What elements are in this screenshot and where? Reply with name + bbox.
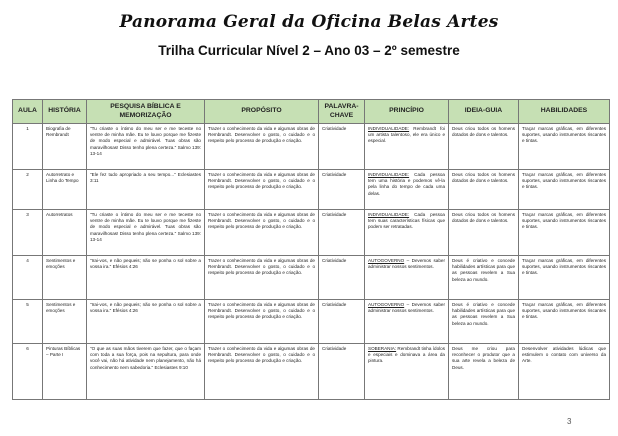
table-header-row [13, 100, 610, 124]
cell-palavra-chave: Criatividade [319, 124, 365, 170]
curriculum-table [12, 99, 610, 400]
column-header-palavra-chave: PALAVRA-CHAVE [319, 100, 365, 124]
principio-text: Rembrandt tinha ídolos e especiais e dominava a área da pintura. [368, 346, 445, 364]
cell-principio [365, 170, 449, 210]
cell-palavra-chave: Criatividade [319, 300, 365, 344]
cell-ideia-guia: Deus criou todos os homens dotados de dons e talentos. [449, 124, 519, 170]
cell-pesquisa: "Irai-vos, e não pequeis; não se ponha o sol sobre a vossa ira." Efésios 4:26 [87, 300, 205, 344]
cell-historia: Sentimentos e emoções [43, 300, 87, 344]
cell-palavra-chave: Criatividade [319, 344, 365, 400]
cell-pesquisa: "O que as suas mãos tiverem que fazer, que o façam com toda a sua força, pois na sepultura, para onde você vai, não há atividade nem planejamento, não há conhecimento nem sabedoria." Eclesiastes 9:10 [87, 344, 205, 400]
cell-aula: 1 [13, 124, 43, 170]
cell-habilidades: Traçar marcas gráficas, em diferentes suportes, usando instrumentos riscantes e tintas. [519, 124, 610, 170]
principio-text: Rembrandt foi um artista talentoso, ele era único e especial. [368, 126, 445, 144]
principio-title: SOBERANIA: [368, 346, 397, 351]
cell-aula: 2 [13, 170, 43, 210]
principio-text: Cada pessoa tem uma história e podemos vê-la pela linha do tempo de cada uma delas. [368, 172, 445, 196]
cell-principio [365, 300, 449, 344]
column-header-pesquisa: PESQUISA BÍBLICA E MEMORIZAÇÃO [87, 100, 205, 124]
column-header-ideia-guia: IDEIA-GUIA [449, 100, 519, 124]
cell-historia: Pinturas Bíblicas – Parte I [43, 344, 87, 400]
cell-pesquisa: "Tu criaste o íntimo do meu ser e me teceste no ventre de minha mãe. Eu te louvo porque me fizeste de modo especial e admirável. Tuas obras são maravilhosas! Disso tenho plena certeza." Salmo 139: 13-14 [87, 124, 205, 170]
cell-proposito: Trazer o conhecimento da vida e algumas obras de Rembrandt. Desenvolver o gosto, o cuidado e o respeito pelo processo de produção e criação. [205, 124, 319, 170]
cell-ideia-guia: Deus é criativo e concede habilidades artísticas para que as pessoas revelem a Sua beleza ao mundo. [449, 300, 519, 344]
cell-palavra-chave: Criatividade [319, 210, 365, 256]
cell-aula: 4 [13, 256, 43, 300]
table-row [13, 124, 610, 170]
cell-principio [365, 210, 449, 256]
cell-ideia-guia: Deus é criativo e concede habilidades artísticas para que as pessoas revelem a Sua beleza ao mundo. [449, 256, 519, 300]
principio-text: – Devemos saber administrar nossos sentimentos. [368, 302, 445, 314]
cell-pesquisa: "Irai-vos, e não pequeis; não se ponha o sol sobre a vossa ira." Efésios 4:26 [87, 256, 205, 300]
column-header-historia: HISTÓRIA [43, 100, 87, 124]
table-row [13, 300, 610, 344]
principio-text: Cada pessoa tem suas características físicas que podem ser retratadas. [368, 212, 445, 230]
cell-habilidades: Traçar marcas gráficas, em diferentes suportes, usando instrumentos riscantes e tintas. [519, 210, 610, 256]
cell-proposito: Trazer o conhecimento da vida e algumas obras de Rembrandt. Desenvolver o gosto, o cuidado e o respeito pelo processo de produção e criação. [205, 256, 319, 300]
principio-title: INDIVIDUALIDADE: [368, 212, 410, 217]
cell-historia: Autorretrato e Linha do Tempo [43, 170, 87, 210]
cell-principio [365, 256, 449, 300]
document-title: Panorama Geral da Oficina Belas Artes [119, 12, 499, 32]
page-number: 3 [567, 417, 572, 426]
cell-historia: Autorretratos [43, 210, 87, 256]
table-row [13, 344, 610, 400]
cell-aula: 6 [13, 344, 43, 400]
principio-title: INDIVIDUALIDADE: [368, 172, 410, 177]
cell-ideia-guia: Deus me criou para reconhecer o produtor que a sua arte revela a beleza de Deus. [449, 344, 519, 400]
cell-aula: 5 [13, 300, 43, 344]
cell-ideia-guia: Deus criou todos os homens dotados de dons e talentos. [449, 170, 519, 210]
column-header-principio: PRINCÍPIO [365, 100, 449, 124]
principio-text: – Devemos saber administrar nossos sentimentos. [368, 258, 445, 270]
column-header-proposito: PROPÓSITO [205, 100, 319, 124]
cell-principio [365, 124, 449, 170]
cell-proposito: Trazer o conhecimento da vida e algumas obras de Rembrandt. Desenvolver o gosto, o cuidado e o respeito pelo processo de produção e criação. [205, 210, 319, 256]
document-subtitle: Trilha Curricular Nível 2 – Ano 03 – 2º semestre [158, 43, 460, 58]
principio-title: AUTOGOVERNO [368, 258, 405, 263]
cell-historia: Biografia de Rembrandt [43, 124, 87, 170]
principio-title: INDIVIDUALIDADE: [368, 126, 410, 131]
table-row [13, 170, 610, 210]
column-header-habilidades: HABILIDADES [519, 100, 610, 124]
cell-pesquisa: "Ele fez tudo apropriado a seu tempo..." Eclesiastes 3:11 [87, 170, 205, 210]
cell-palavra-chave: Criatividade [319, 256, 365, 300]
cell-pesquisa: "Tu criaste o íntimo do meu ser e me teceste no ventre de minha mãe. Eu te louvo porque me fizeste de modo especial e admirável. Tuas obras são maravilhosas! Disso tenho plena certeza." Salmo 139: 13-14 [87, 210, 205, 256]
cell-palavra-chave: Criatividade [319, 170, 365, 210]
cell-habilidades: Traçar marcas gráficas, em diferentes suportes, usando instrumentos riscantes e tintas. [519, 170, 610, 210]
cell-proposito: Trazer o conhecimento da vida e algumas obras de Rembrandt. Desenvolver o gosto, o cuidado e o respeito pelo processo de produção e criação. [205, 344, 319, 400]
cell-habilidades: Traçar marcas gráficas, em diferentes suportes, usando instrumentos riscantes e tintas. [519, 300, 610, 344]
principio-title: AUTOGOVERNO [368, 302, 405, 307]
cell-habilidades: Traçar marcas gráficas, em diferentes suportes, usando instrumentos riscantes e tintas. [519, 256, 610, 300]
cell-principio [365, 344, 449, 400]
table-row [13, 256, 610, 300]
cell-proposito: Trazer o conhecimento da vida e algumas obras de Rembrandt. Desenvolver o gosto, o cuidado e o respeito pelo processo de produção e criação. [205, 170, 319, 210]
cell-ideia-guia: Deus criou todos os homens dotados de dons e talentos. [449, 210, 519, 256]
column-header-aula: AULA [13, 100, 43, 124]
cell-historia: Sentimentos e emoções [43, 256, 87, 300]
cell-habilidades: Desenvolver atividades lúdicas que estimulem o contato com universo da Arte. [519, 344, 610, 400]
cell-aula: 3 [13, 210, 43, 256]
cell-proposito: Trazer o conhecimento da vida e algumas obras de Rembrandt. Desenvolver o gosto, o cuidado e o respeito pelo processo de produção e criação. [205, 300, 319, 344]
table-row [13, 210, 610, 256]
